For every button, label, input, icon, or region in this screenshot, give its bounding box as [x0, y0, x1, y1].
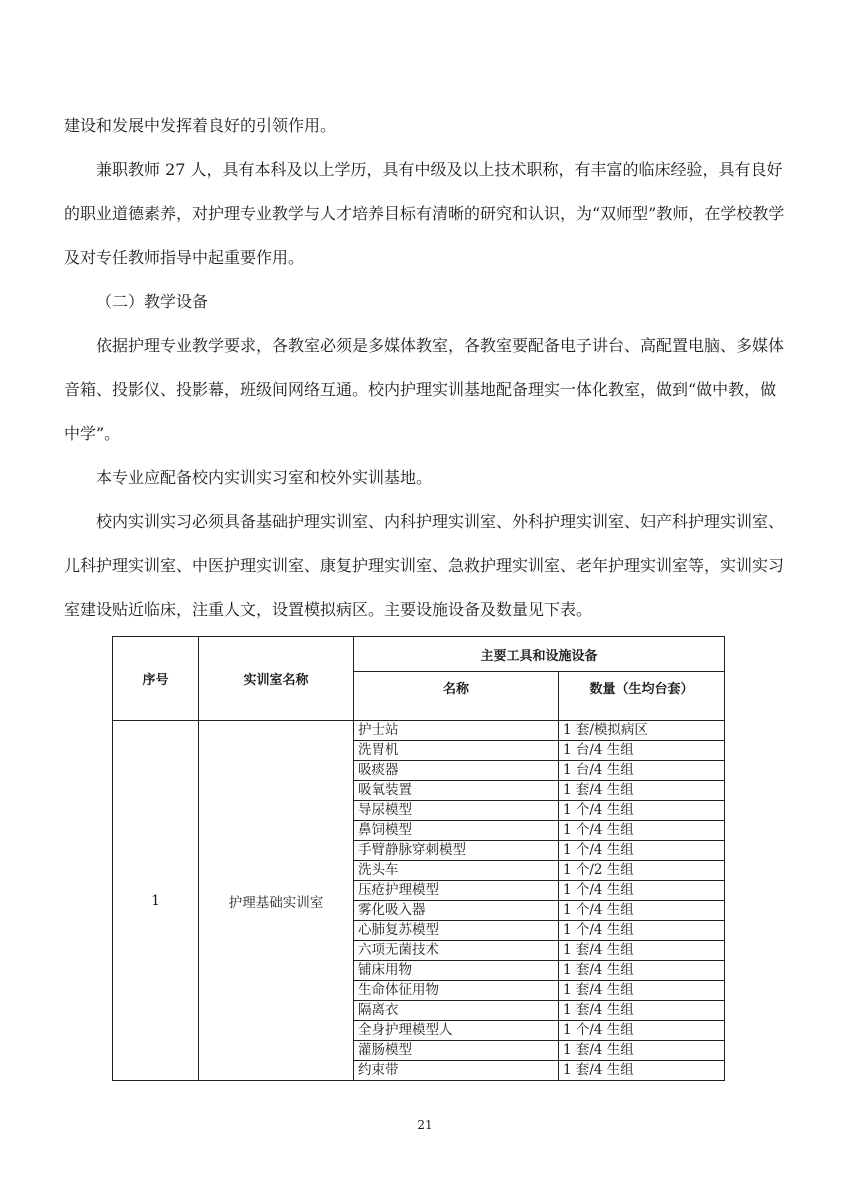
- equipment-table-body: [113, 721, 725, 1081]
- cell-item-quantity: 1 套/4 生组: [559, 941, 725, 961]
- cell-item-name: 吸氧装置: [354, 781, 559, 801]
- cell-item-name: 隔离衣: [354, 1001, 559, 1021]
- header-quantity: 数量（生均台套）: [559, 672, 725, 721]
- section-heading: （二）教学设备: [96, 292, 209, 311]
- paragraph-intro-end: 建设和发展中发挥着良好的引领作用。: [64, 116, 337, 135]
- cell-item-quantity: 1 套/4 生组: [559, 1001, 725, 1021]
- header-equipment-group: 主要工具和设施设备: [354, 637, 725, 672]
- cell-item-name: 洗胃机: [354, 741, 559, 761]
- paragraph-part-time-teachers: 兼职教师 27 人，具有本科及以上学历，具有中级及以上技术职称，有丰富的临床经验，具有良好的职业道德素养，对护理专业教学与人才培养目标有清晰的研究和认识，为“双师型”教师，在学校教学及对专任教师指导中起重要作用。: [64, 160, 785, 267]
- cell-item-name: 生命体征用物: [354, 981, 559, 1001]
- page-number: 21: [417, 1118, 433, 1132]
- cell-item-name: 心肺复苏模型: [354, 921, 559, 941]
- cell-item-name: 灌肠模型: [354, 1041, 559, 1061]
- cell-item-name: 洗头车: [354, 861, 559, 881]
- cell-seq: 1: [113, 721, 199, 1081]
- cell-item-name: 六项无菌技术: [354, 941, 559, 961]
- cell-item-quantity: 1 套/4 生组: [559, 981, 725, 1001]
- paragraph-classroom-requirements: 依据护理专业教学要求，各教室必须是多媒体教室，各教室要配备电子讲台、高配置电脑、多媒体音箱、投影仪、投影幕，班级间网络互通。校内护理实训基地配备理实一体化教室，做到“做中教，做中学”。: [64, 336, 785, 443]
- cell-item-quantity: 1 台/4 生组: [559, 741, 725, 761]
- cell-item-quantity: 1 套/4 生组: [559, 961, 725, 981]
- equipment-table: [112, 636, 725, 1081]
- cell-item-name: 鼻饲模型: [354, 821, 559, 841]
- cell-item-name: 铺床用物: [354, 961, 559, 981]
- cell-item-quantity: 1 套/4 生组: [559, 1041, 725, 1061]
- cell-item-name: 压疮护理模型: [354, 881, 559, 901]
- cell-item-quantity: 1 套/4 生组: [559, 781, 725, 801]
- cell-item-name: 导尿模型: [354, 801, 559, 821]
- cell-item-name: 约束带: [354, 1061, 559, 1081]
- header-room-name: 实训室名称: [199, 637, 354, 721]
- cell-item-quantity: 1 套/4 生组: [559, 1061, 725, 1081]
- cell-item-quantity: 1 个/4 生组: [559, 901, 725, 921]
- cell-item-quantity: 1 个/2 生组: [559, 861, 725, 881]
- cell-item-name: 手臂静脉穿刺模型: [354, 841, 559, 861]
- cell-item-name: 护士站: [354, 721, 559, 741]
- cell-room-name: 护理基础实训室: [199, 721, 354, 1081]
- cell-item-name: 雾化吸入器: [354, 901, 559, 921]
- table-row: [113, 721, 725, 741]
- paragraph-onsite-training: 校内实训实习必须具备基础护理实训室、内科护理实训室、外科护理实训室、妇产科护理实训室、儿科护理实训室、中医护理实训室、康复护理实训室、急救护理实训室、老年护理实训室等，实训实习室建设贴近临床，注重人文，设置模拟病区。主要设施设备及数量见下表。: [64, 512, 785, 619]
- cell-item-quantity: 1 套/模拟病区: [559, 721, 725, 741]
- cell-item-quantity: 1 个/4 生组: [559, 881, 725, 901]
- header-item-name: 名称: [354, 672, 559, 721]
- cell-item-name: 全身护理模型人: [354, 1021, 559, 1041]
- cell-item-name: 吸痰器: [354, 761, 559, 781]
- cell-item-quantity: 1 台/4 生组: [559, 761, 725, 781]
- header-seq: 序号: [113, 637, 199, 721]
- cell-item-quantity: 1 个/4 生组: [559, 921, 725, 941]
- cell-item-quantity: 1 个/4 生组: [559, 1021, 725, 1041]
- cell-item-quantity: 1 个/4 生组: [559, 821, 725, 841]
- cell-item-quantity: 1 个/4 生组: [559, 801, 725, 821]
- cell-item-quantity: 1 个/4 生组: [559, 841, 725, 861]
- paragraph-training-rooms: 本专业应配备校内实训实习室和校外实训基地。: [96, 468, 433, 487]
